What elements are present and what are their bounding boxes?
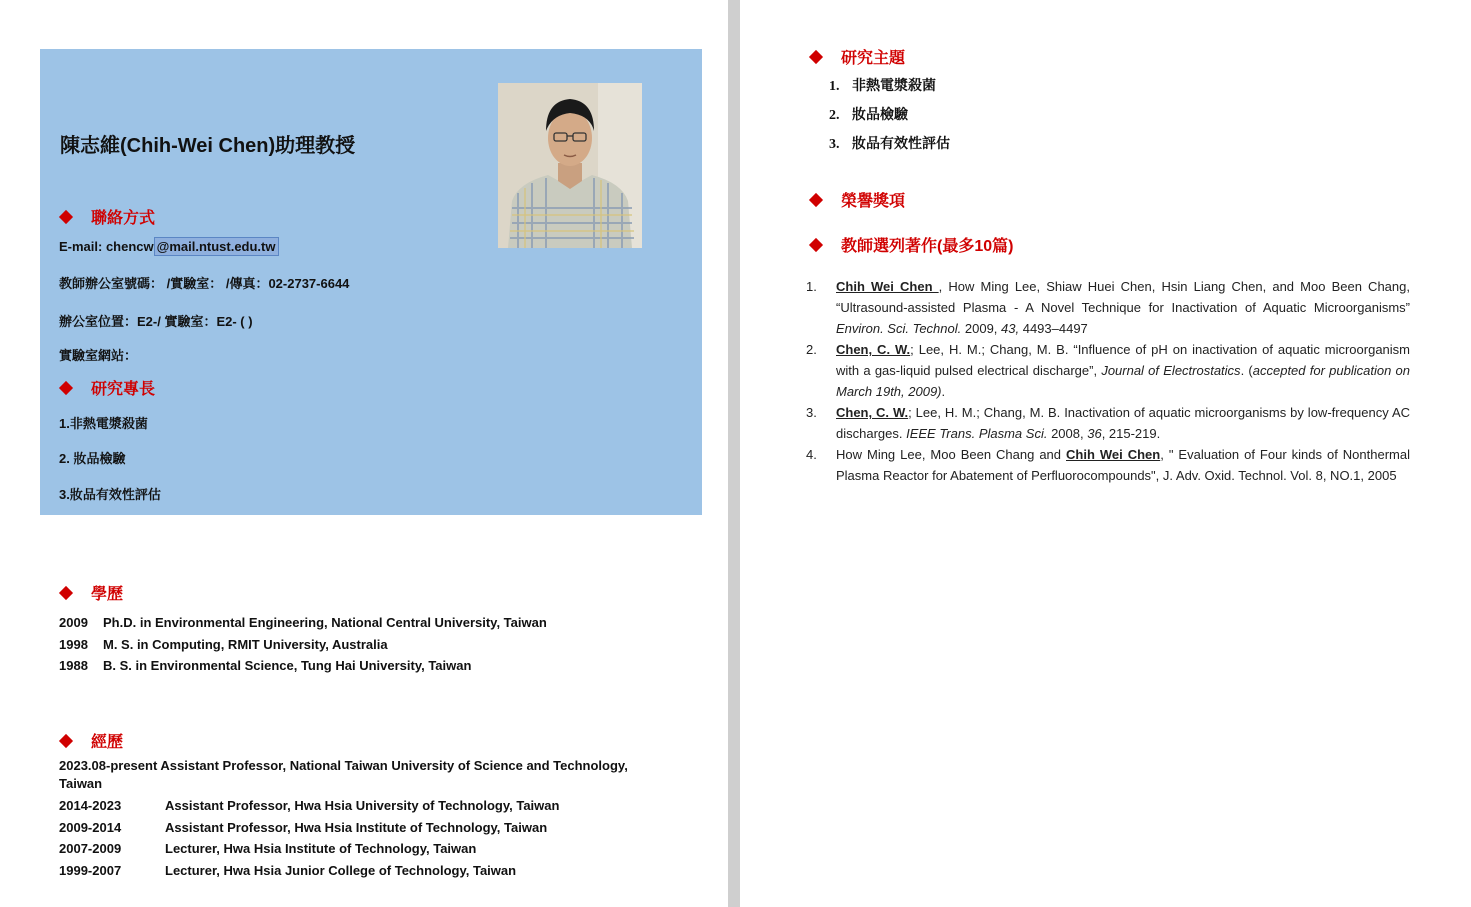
experience-row-cont: Taiwan bbox=[59, 776, 103, 791]
research-heading: 研究主題 bbox=[811, 45, 905, 68]
publication-item: 4. How Ming Lee, Moo Been Chang and Chih Wei Chen, " Evaluation of Four kinds of Nonthermal Plasma Reactor for Abatement of Perfluorocompounds", J. Adv. Oxid. Technol. Vol. 8, NO.1, 2005 bbox=[806, 447, 1410, 483]
expertise-heading: 研究專長 bbox=[61, 376, 155, 399]
publication-list bbox=[806, 276, 1410, 486]
diamond-bullet-icon bbox=[809, 193, 823, 207]
diamond-bullet-icon bbox=[59, 210, 73, 224]
experience-row: 2014-2023 Assistant Professor, Hwa Hsia University of Technology, Taiwan bbox=[59, 798, 560, 813]
publications-heading: 教師選列著作(最多10篇) bbox=[811, 233, 1013, 256]
experience-row: 2007-2009 Lecturer, Hwa Hsia Institute of Technology, Taiwan bbox=[59, 841, 477, 856]
diamond-bullet-icon bbox=[809, 50, 823, 64]
email-line bbox=[59, 239, 279, 254]
author-highlight: Chen, C. W. bbox=[836, 342, 911, 357]
research-item: 1. 非熱電漿殺菌 bbox=[829, 77, 936, 94]
research-item: 3. 妝品有效性評估 bbox=[829, 135, 950, 152]
diamond-bullet-icon bbox=[59, 381, 73, 395]
right-page bbox=[740, 0, 1471, 907]
honors-heading: 榮譽獎項 bbox=[811, 188, 905, 211]
author-highlight: Chen, C. W. bbox=[836, 405, 909, 420]
location-line: 辦公室位置：E2-/ 實驗室：E2- ( ) bbox=[59, 314, 253, 329]
office-line: 教師辦公室號碼： /實驗室： /傳真：02-2737-6644 bbox=[59, 276, 350, 291]
expertise-item: 3.妝品有效性評估 bbox=[59, 487, 161, 502]
experience-heading: 經歷 bbox=[61, 729, 123, 752]
author-highlight: Chih Wei Chen bbox=[836, 279, 939, 294]
expertise-item: 1.非熱電漿殺菌 bbox=[59, 416, 148, 431]
publication-item: 3. Chen, C. W.; Lee, H. M.; Chang, M. B. Inactivation of aquatic microorganisms by low-frequency AC discharges. IEEE Trans. Plasma Sci. 2008, 36, 215-219. bbox=[806, 405, 1411, 441]
profile-photo bbox=[498, 83, 642, 248]
publication-item: 2. Chen, C. W.; Lee, H. M.; Chang, M. B. “Influence of pH on inactivation of aquatic microorganism with a gas-liquid pulsed electrical discharge”, Journal of Electrostatics. (accepted for publication on March 19th, 2009). bbox=[806, 342, 1411, 399]
education-row: 1998 M. S. in Computing, RMIT University, Australia bbox=[59, 637, 388, 652]
profile-box bbox=[40, 49, 702, 515]
email-prefix: E-mail: chencw bbox=[59, 239, 154, 254]
left-page bbox=[0, 0, 728, 907]
diamond-bullet-icon bbox=[59, 586, 73, 600]
publication-item: 1. Chih Wei Chen , How Ming Lee, Shiaw Huei Chen, Hsin Liang Chen, and Moo Been Chang, “Ultrasound-assisted Plasma - A Novel Technique for Inactivation of Aquatic Microorganisms” Environ. Sci. Technol. 2009, 43, 4493–4497 bbox=[806, 279, 1410, 336]
diamond-bullet-icon bbox=[59, 734, 73, 748]
page-divider bbox=[728, 0, 740, 907]
experience-row: 2023.08-present Assistant Professor, National Taiwan University of Science and Technology, bbox=[59, 758, 628, 773]
research-item: 2. 妝品檢驗 bbox=[829, 106, 908, 123]
expertise-item: 2. 妝品檢驗 bbox=[59, 451, 126, 466]
lab-website-line: 實驗室網站： bbox=[59, 348, 138, 363]
contact-heading: 聯絡方式 bbox=[61, 205, 155, 228]
experience-row: 2009-2014 Assistant Professor, Hwa Hsia Institute of Technology, Taiwan bbox=[59, 820, 548, 835]
author-highlight: Chih Wei Chen bbox=[1066, 447, 1161, 462]
experience-row: 1999-2007 Lecturer, Hwa Hsia Junior College of Technology, Taiwan bbox=[59, 863, 517, 878]
page-title: 陳志維(Chih-Wei Chen)助理教授 bbox=[60, 135, 356, 157]
education-row: 1988 B. S. in Environmental Science, Tung Hai University, Taiwan bbox=[59, 658, 472, 673]
education-row: 2009 Ph.D. in Environmental Engineering, National Central University, Taiwan bbox=[59, 615, 547, 630]
diamond-bullet-icon bbox=[809, 238, 823, 252]
education-heading: 學歷 bbox=[61, 581, 123, 604]
email-link[interactable]: @mail.ntust.edu.tw bbox=[154, 237, 279, 256]
